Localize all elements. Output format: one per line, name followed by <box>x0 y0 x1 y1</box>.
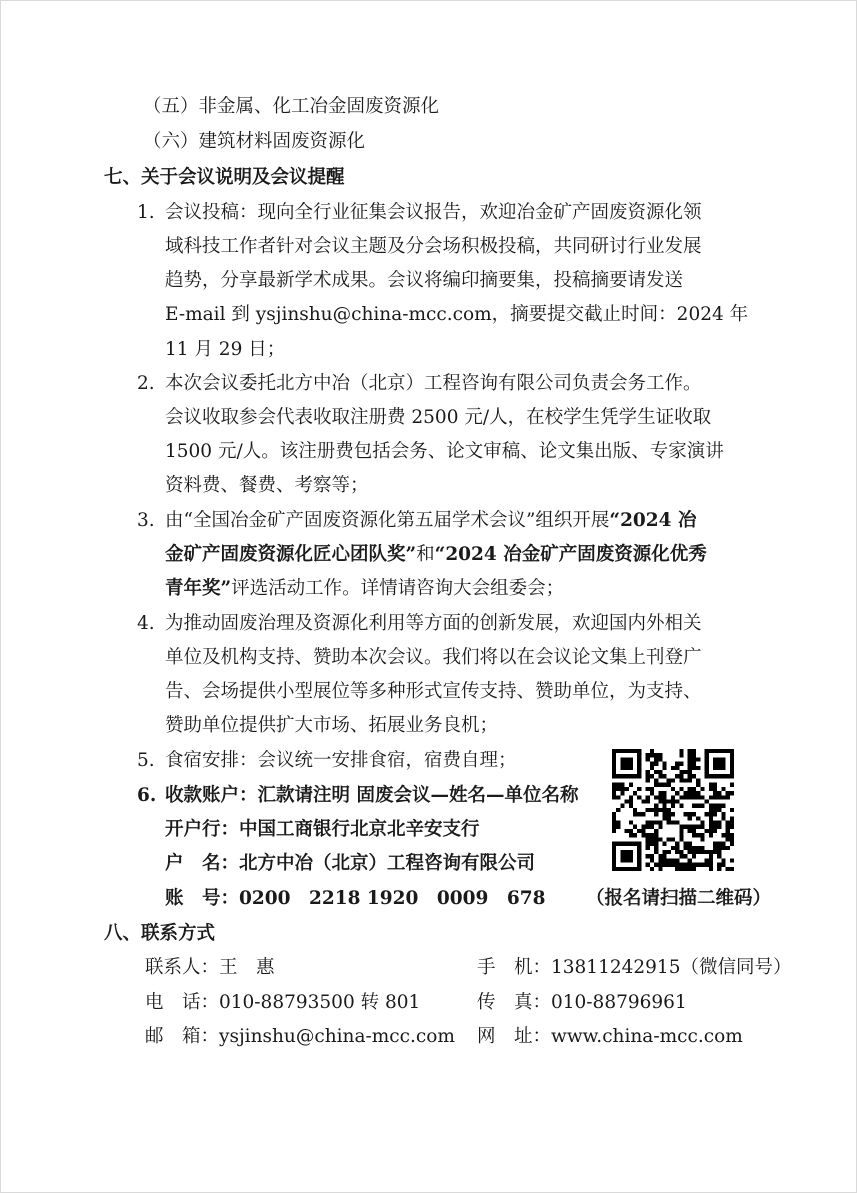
item4-line: 赞助单位提供扩大市场、拓展业务良机； <box>165 715 499 736</box>
item3-line3 <box>165 577 564 601</box>
sub-item-5: （五）非金属、化工冶金固废资源化 <box>143 96 440 117</box>
contact-person: 联系人：王 惠 <box>145 957 275 978</box>
section7-title: 七、关于会议说明及会议提醒 <box>104 167 345 188</box>
contact-fax: 传 真：010-88796961 <box>477 992 687 1013</box>
item5-number: 5. <box>137 750 155 771</box>
item4-line: 为推动固废治理及资源化利用等方面的创新发展，欢迎国内外相关 <box>165 613 702 634</box>
item3-award-name: 金矿产固废资源化匠心团队奖” <box>165 544 417 565</box>
item3-text: 由“全国冶金矿产固废资源化第五届学术会议”组织开展 <box>165 510 610 531</box>
item2-line: 1500 元/人。该注册费包括会务、论文审稿、论文集出版、专家演讲 <box>165 441 724 462</box>
qr-caption: （报名请扫描二维码） <box>586 888 772 909</box>
payment-account-title: 收款账户：汇款请注明 固废会议—姓名—单位名称 <box>165 785 579 806</box>
item2-line: 会议收取参会代表收取注册费 2500 元/人，在校学生凭学生证收取 <box>165 407 712 428</box>
sub-item-6: （六）建筑材料固废资源化 <box>143 131 366 152</box>
item3-line2 <box>165 543 707 567</box>
item1-number: 1. <box>137 202 155 223</box>
item2-line: 资料费、餐费、考察等； <box>165 475 369 496</box>
item1-line: 11 月 29 日； <box>165 339 286 360</box>
item1-line: E-mail 到 ysjinshu@china-mcc.com，摘要提交截止时间：2024 年 <box>165 304 749 325</box>
section8-title: 八、联系方式 <box>104 923 216 944</box>
item3-text: 和 <box>416 544 435 565</box>
contact-email[interactable]: 邮 箱：ysjinshu@china-mcc.com <box>145 1026 455 1047</box>
item3-line1 <box>165 509 697 533</box>
account-holder: 户 名：北方中冶（北京）工程咨询有限公司 <box>165 853 536 874</box>
item1-line: 趋势，分享最新学术成果。会议将编印摘要集，投稿摘要请发送 <box>165 270 684 291</box>
item4-line: 单位及机构支持、赞助本次会议。我们将以在会议论文集上刊登广 <box>165 647 702 668</box>
contact-phone: 电 话：010-88793500 转 801 <box>145 992 421 1013</box>
item3-award-name: “2024 冶 <box>609 510 697 531</box>
item4-line: 告、会场提供小型展位等多种形式宣传支持、赞助单位，为支持、 <box>165 681 702 702</box>
item2-number: 2. <box>137 373 155 394</box>
item3-award-name: “2024 冶金矿产固废资源化优秀 <box>434 544 707 565</box>
item2-line: 本次会议委托北方中冶（北京）工程咨询有限公司负责会务工作。 <box>165 373 702 394</box>
item3-award-name: 青年奖” <box>165 578 232 599</box>
item3-text: 评选活动工作。详情请咨询大会组委会； <box>231 578 565 599</box>
item1-line: 会议投稿：现向全行业征集会议报告，欢迎冶金矿产固废资源化领 <box>165 202 702 223</box>
item3-number: 3. <box>137 510 155 531</box>
item6-number: 6. <box>137 785 157 806</box>
item1-line: 域科技工作者针对会议主题及分会场积极投稿，共同研讨行业发展 <box>165 236 702 257</box>
item4-number: 4. <box>137 613 155 634</box>
contact-website[interactable]: 网 址：www.china-mcc.com <box>477 1026 743 1047</box>
account-number: 账 号：0200 2218 1920 0009 678 <box>165 888 546 909</box>
qr-code-icon[interactable] <box>612 749 734 871</box>
item5-text: 食宿安排：会议统一安排食宿，宿费自理； <box>165 750 517 771</box>
contact-mobile: 手 机：13811242915（微信同号） <box>477 957 792 978</box>
bank-name: 开户行：中国工商银行北京北辛安支行 <box>165 819 480 840</box>
